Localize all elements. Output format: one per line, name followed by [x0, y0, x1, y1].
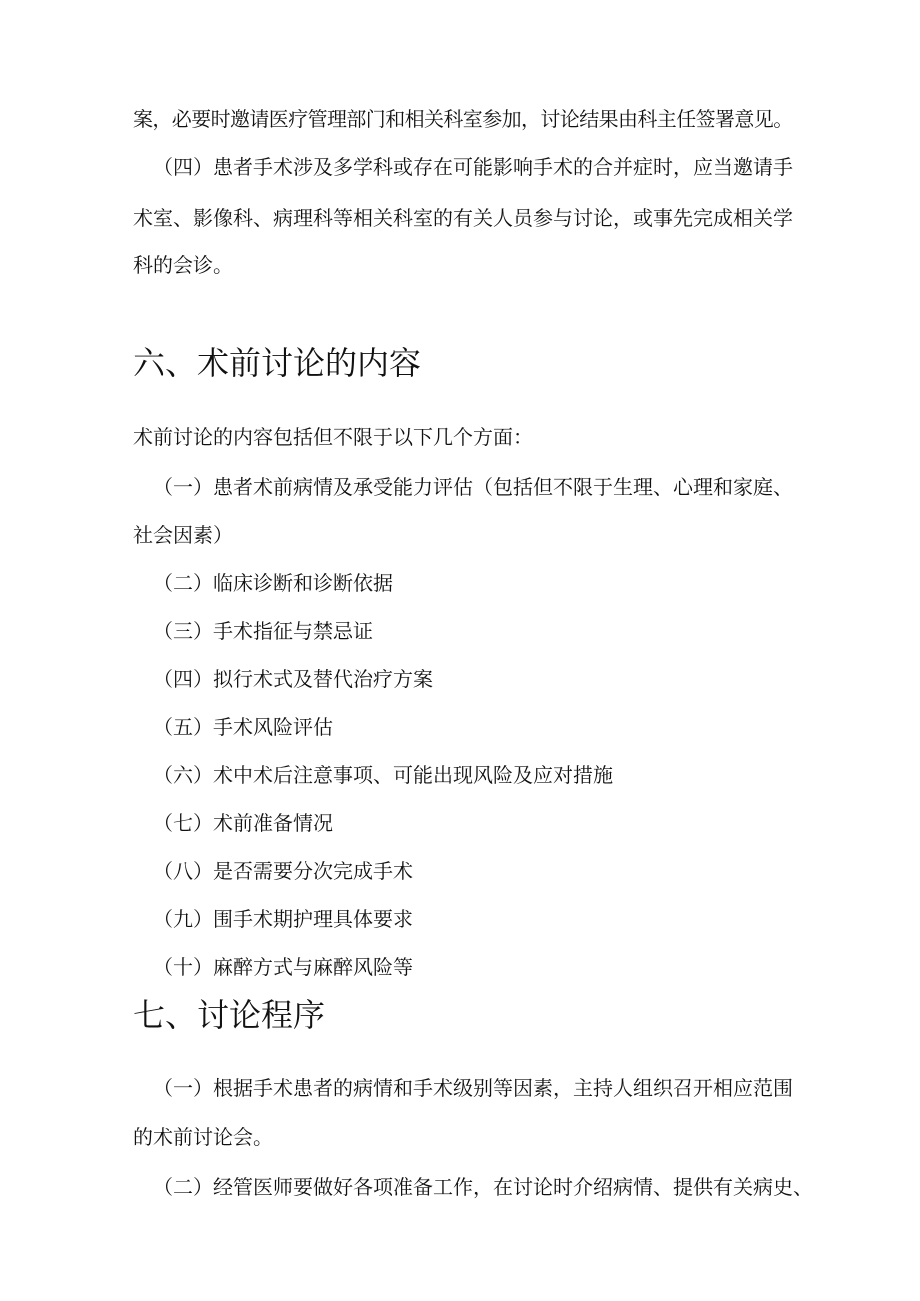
paragraph-line: 科的会诊。	[133, 253, 233, 277]
list-item: （七）术前准备情况	[153, 811, 333, 835]
paragraph-line: （二）经管医师要做好各项准备工作，在讨论时介绍病情、提供有关病史、	[153, 1175, 813, 1199]
section-intro: 术前讨论的内容包括但不限于以下几个方面：	[133, 425, 533, 449]
list-item: （三）手术指征与禁忌证	[153, 619, 373, 643]
paragraph-line: 的术前讨论会。	[133, 1125, 273, 1149]
list-item-continuation: 社会因素）	[133, 523, 233, 547]
list-item: （一）患者术前病情及承受能力评估（包括但不限于生理、心理和家庭、	[153, 475, 793, 499]
list-item: （四）拟行术式及替代治疗方案	[153, 667, 433, 691]
list-item: （二）临床诊断和诊断依据	[153, 571, 393, 595]
list-item: （五）手术风险评估	[153, 715, 333, 739]
list-item: （十）麻醉方式与麻醉风险等	[153, 955, 413, 979]
section-heading-7: 七、讨论程序	[133, 996, 326, 1034]
paragraph-line: （四）患者手术涉及多学科或存在可能影响手术的合并症时，应当邀请手	[153, 155, 793, 179]
list-item: （六）术中术后注意事项、可能出现风险及应对措施	[153, 763, 613, 787]
paragraph-line: 案，必要时邀请医疗管理部门和相关科室参加，讨论结果由科主任签署意见。	[133, 107, 793, 131]
section-heading-6: 六、术前讨论的内容	[133, 344, 422, 382]
paragraph-line: （一）根据手术患者的病情和手术级别等因素，主持人组织召开相应范围	[153, 1076, 793, 1100]
list-item: （九）围手术期护理具体要求	[153, 907, 413, 931]
list-item: （八）是否需要分次完成手术	[153, 859, 413, 883]
paragraph-line: 术室、影像科、病理科等相关科室的有关人员参与讨论，或事先完成相关学	[133, 206, 793, 230]
